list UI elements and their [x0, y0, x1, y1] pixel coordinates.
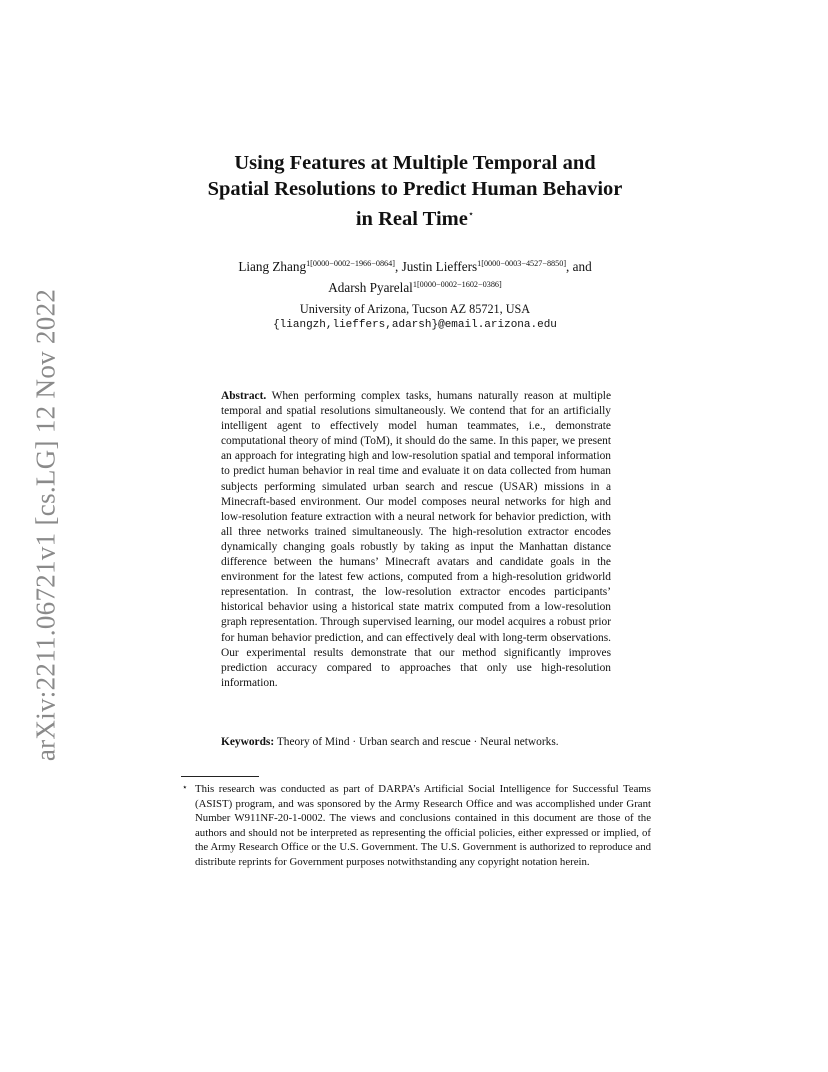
- abstract: [221, 389, 611, 691]
- abstract-label: Abstract.: [221, 390, 267, 402]
- keywords-label: Keywords:: [221, 736, 275, 748]
- author-emails: {liangzh,lieffers,adarsh}@email.arizona.edu: [273, 319, 557, 331]
- footnote-star: ⋆: [182, 782, 188, 792]
- footnote-text: This research was conducted as part of DARPA’s Artificial Social Intelligence for Successful Teams (ASIST) program, and was sponsored by the Army Research Office and was accomplished under Grant Number W911NF-20-1-0002. The views and conclusions contained in this document are those of the authors and should not be interpreted as representing the official policies, either expressed or implied, of the Army Research Office or the U.S. Government. The U.S. Government is authorized to reproduce and distribute reprints for Government purposes notwithstanding any copyright notation herein.: [195, 783, 651, 868]
- title-line-3-text: in Real Time: [355, 208, 468, 230]
- author-separator: ,: [394, 259, 402, 274]
- keywords-text: Theory of Mind · Urban search and rescue · Neural networks.: [276, 736, 559, 748]
- author-separator: , and: [566, 259, 592, 274]
- institution: University of Arizona, Tucson AZ 85721, USA: [299, 302, 531, 316]
- author-name: Justin Lieffers: [401, 259, 478, 274]
- arxiv-identifier-stamp: arXiv:2211.06721v1 [cs.LG] 12 Nov 2022: [30, 288, 61, 762]
- abstract-text: When performing complex tasks, humans naturally reason at multiple temporal and spatial resolutions simultaneously. We contend that for an artificially intelligent agent to effectively model human teammates, i.e., demonstrate computational theory of mind (ToM), it should do the same. In this paper, we present an approach for integrating high and low-resolution spatial and temporal information to predict human behavior in real time and evaluate it on data collected from human subjects performing simulated urban search and rescue (USAR) missions in a Minecraft-based environment. Our model composes neural networks for high and low-resolution feature extraction with a neural network for behavior prediction, with all three networks trained simultaneously. The high-resolution extractor encodes dynamically changing goals robustly by taking as input the Manhattan distance difference between the humans’ Minecraft avatars and candidate goals in the environment for the latest few actions, computed from a high-resolution gridworld representation. In contrast, the low-resolution extractor encodes participants’ historical behavior using a historical state matrix computed from a low-resolution graph representation. Through supervised learning, our model acquires a robust prior for human behavior prediction, and can effectively deal with long-term observations. Our experimental results demonstrate that our method significantly improves prediction accuracy compared to approaches that only use high-resolution information.: [221, 390, 611, 689]
- title-line-3: [170, 202, 660, 232]
- paper-title: [170, 150, 660, 232]
- title-line-2: Spatial Resolutions to Predict Human Behavior: [207, 178, 623, 200]
- author-orcid: 1[0000−0002−1966−0864]: [306, 259, 395, 268]
- footnote: [182, 782, 651, 869]
- keywords: [221, 735, 611, 750]
- author-name: Liang Zhang: [238, 259, 307, 274]
- author-orcid: 1[0000−0003−4527−8850]: [477, 259, 567, 268]
- footnote-divider: [181, 776, 259, 777]
- title-line-1: Using Features at Multiple Temporal and: [234, 152, 596, 174]
- title-footnote-star: ⋆: [467, 209, 475, 220]
- affiliation-block: [190, 301, 640, 333]
- author-orcid: 1[0000−0002−1602−0386]: [412, 280, 502, 289]
- author-list: [150, 255, 680, 297]
- author-line-1: [150, 255, 680, 276]
- author-name: Adarsh Pyarelal: [328, 280, 413, 295]
- author-line-2: [150, 276, 680, 297]
